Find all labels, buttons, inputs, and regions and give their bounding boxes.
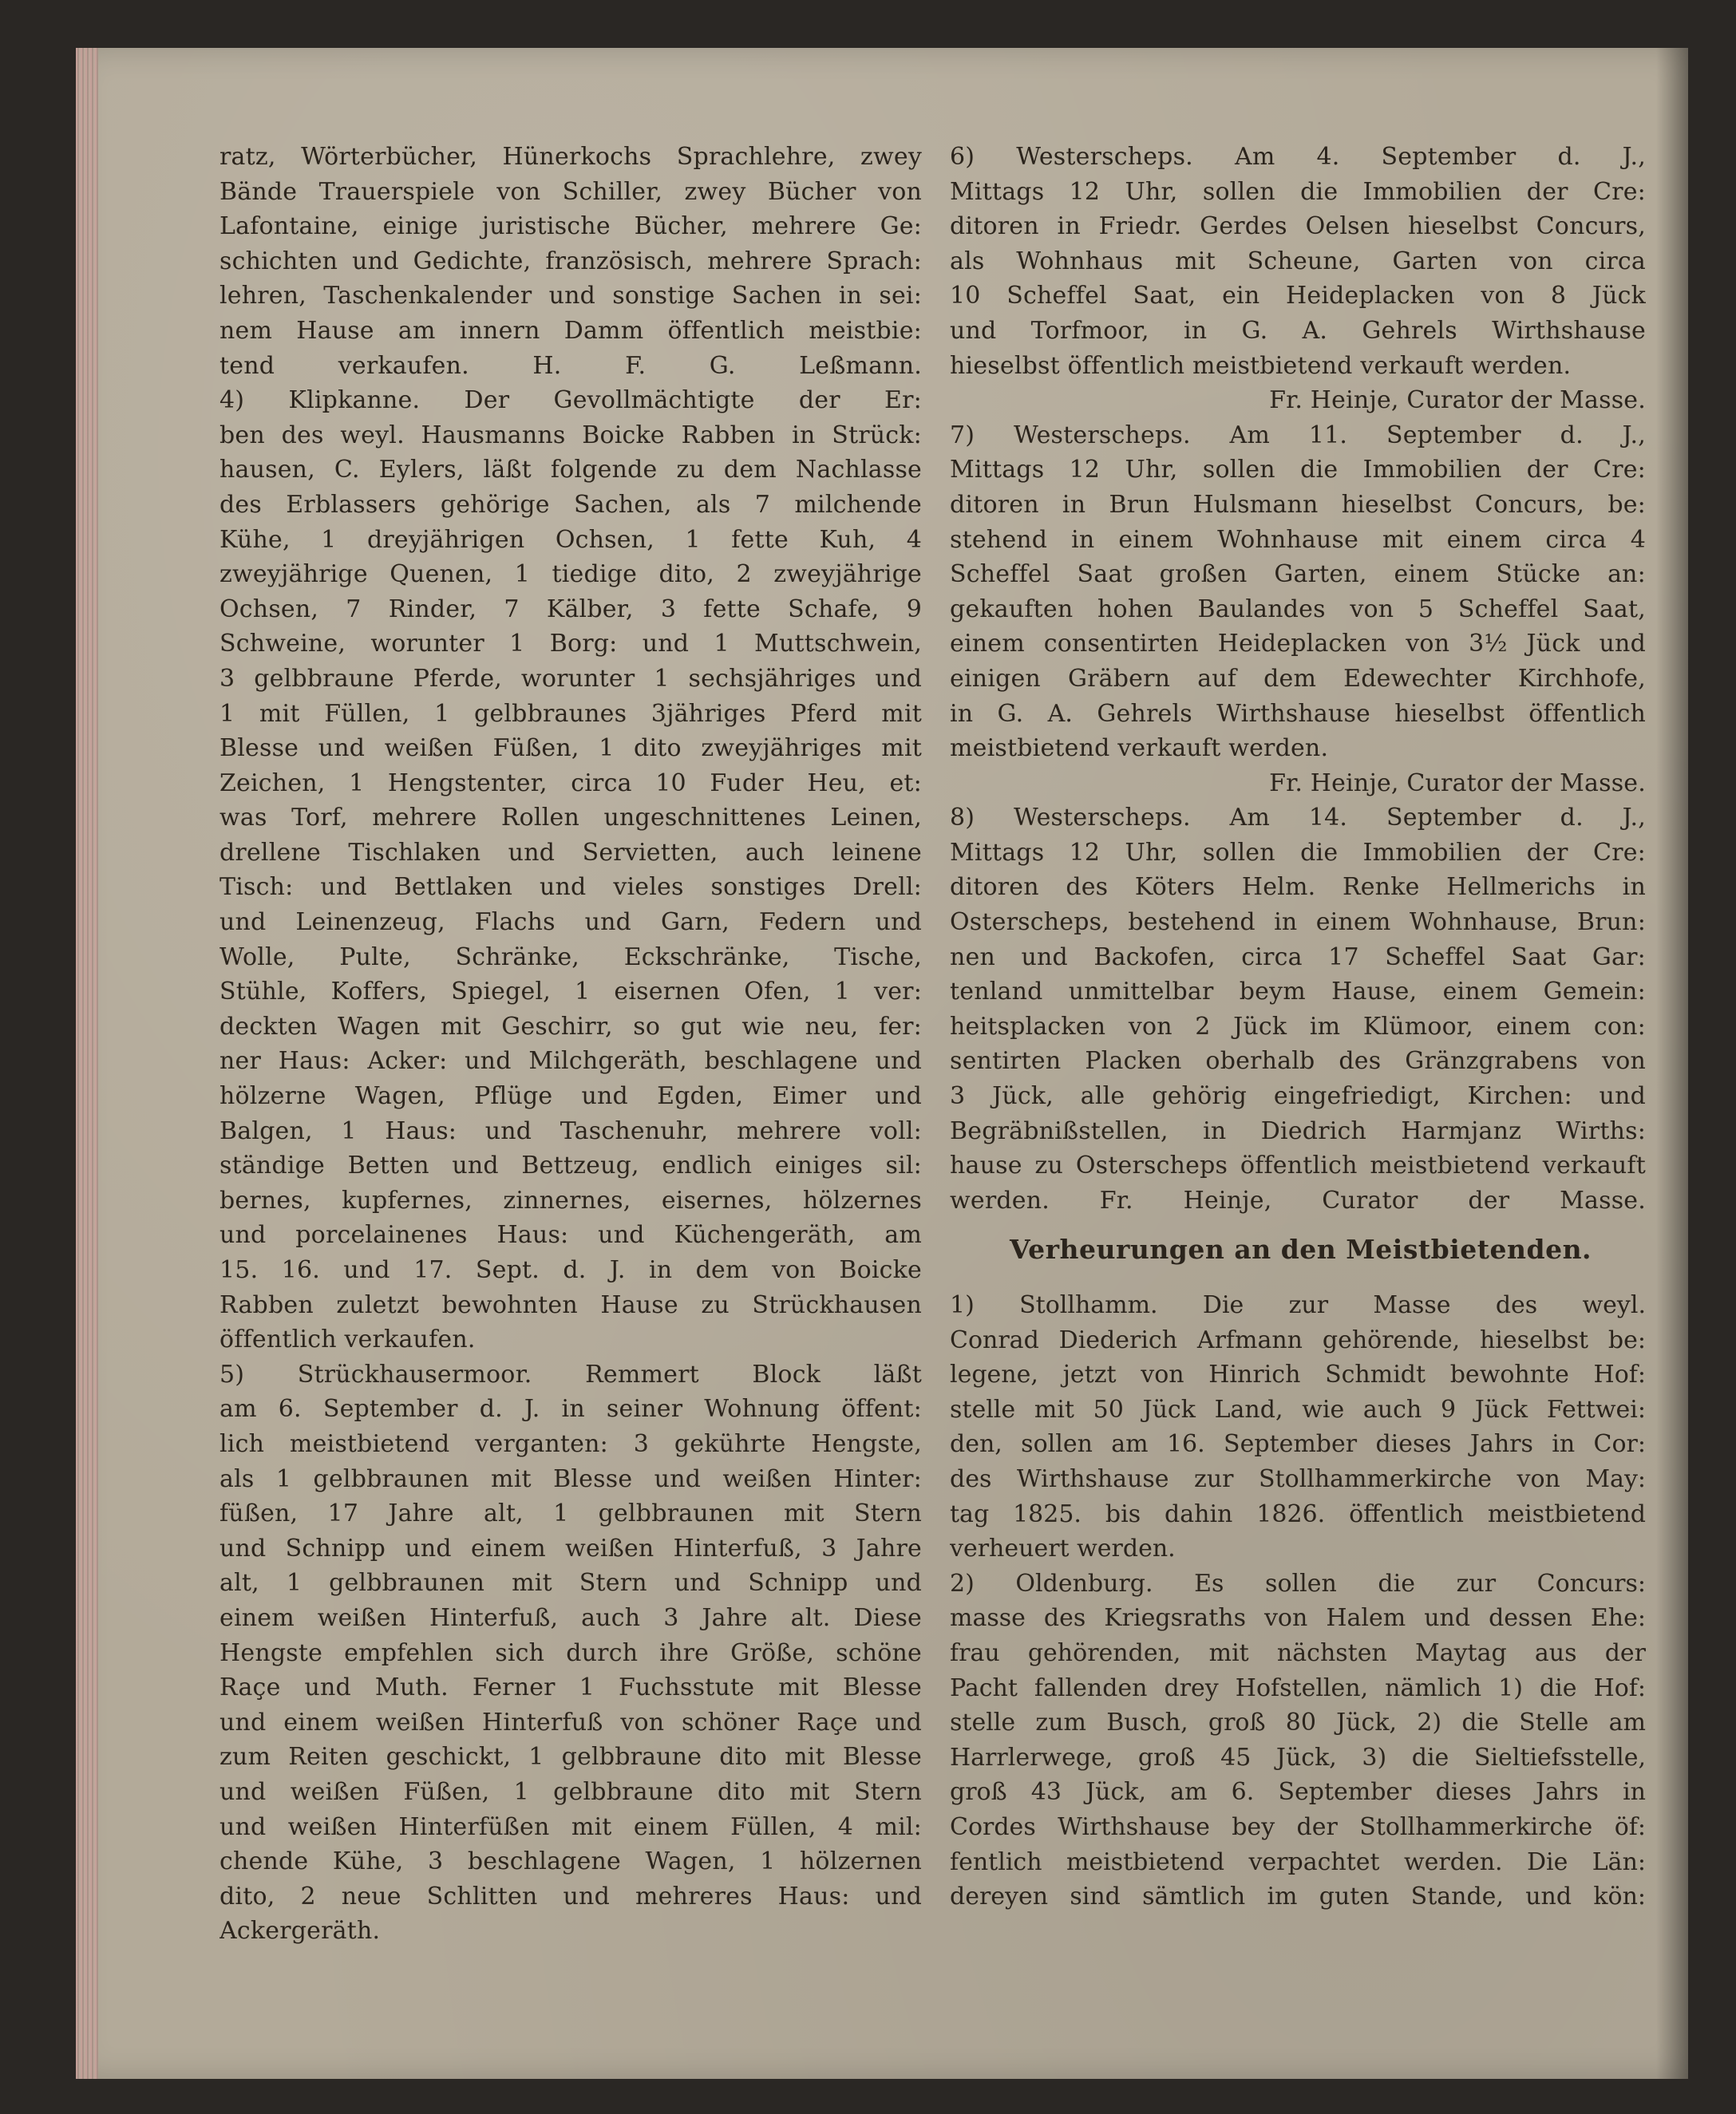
text-line: und weißen Füßen, 1 gelbbraune dito mit Stern <box>219 1777 922 1806</box>
text-line: dereyen sind sämtlich im guten Stande, und kön: <box>950 1883 1646 1911</box>
text-line: tenland unmittelbar beym Hause, einem Gemein: <box>950 978 1646 1006</box>
text-line: zweyjährige Quenen, 1 tiedige dito, 2 zweyjährige <box>219 560 922 589</box>
right-column-top <box>950 140 1646 1218</box>
text-line: Mittags 12 Uhr, sollen die Immobilien der Cre: <box>950 838 1646 867</box>
text-line: hölzerne Wagen, Pflüge und Egden, Eimer und <box>219 1082 922 1111</box>
page-edge-stack <box>76 48 98 2079</box>
text-line: hieselbst öffentlich meistbietend verkauft werden. <box>950 351 1572 380</box>
text-line: legene, jetzt von Hinrich Schmidt bewohnte Hof: <box>950 1361 1646 1389</box>
text-line: heitsplacken von 2 Jück im Klümoor, einem con: <box>950 1012 1646 1041</box>
text-line: Balgen, 1 Haus: und Taschenuhr, mehrere voll: <box>219 1116 922 1145</box>
text-line: Rabben zuletzt bewohnten Hause zu Strückhausen <box>219 1290 922 1319</box>
text-line: hausen, C. Eylers, läßt folgende zu dem Nachlasse <box>219 456 922 484</box>
text-line: 6) Westerscheps. Am 4. September d. J., <box>950 143 1646 171</box>
text-line: Osterscheps, bestehend in einem Wohnhause, Brun: <box>950 908 1646 937</box>
text-line: gekauften hohen Baulandes von 5 Scheffel Saat, <box>950 595 1646 623</box>
text-line: ben des weyl. Hausmanns Boicke Rabben in Strück: <box>219 421 922 449</box>
text-line: stelle mit 50 Jück Land, wie auch 9 Jück Fettwei: <box>950 1395 1646 1424</box>
text-line: lehren, Taschenkalender und sonstige Sachen in sei: <box>219 282 922 310</box>
text-line: bernes, kupfernes, zinnernes, eisernes, hölzernes <box>219 1186 922 1215</box>
text-line: einem consentirten Heideplacken von 3½ Jück und <box>950 630 1646 658</box>
text-line: 4) Klipkanne. Der Gevollmächtigte der Er: <box>219 386 922 415</box>
text-line: Mittags 12 Uhr, sollen die Immobilien der Cre: <box>950 456 1646 484</box>
text-line: 15. 16. und 17. Sept. d. J. in dem von Boicke <box>219 1256 922 1284</box>
text-line: Mittags 12 Uhr, sollen die Immobilien der Cre: <box>950 177 1646 206</box>
text-line: 1 mit Füllen, 1 gelbbraunes 3jähriges Pferd mit <box>219 699 922 728</box>
text-line: nen und Backofen, circa 17 Scheffel Saat Gar: <box>950 942 1646 971</box>
text-line: ständige Betten und Bettzeug, endlich einiges sil: <box>219 1152 922 1180</box>
text-line: Stühle, Koffers, Spiegel, 1 eisernen Ofen, 1 ver: <box>219 978 922 1006</box>
text-line: groß 43 Jück, am 6. September dieses Jahrs in <box>950 1778 1646 1807</box>
text-line: füßen, 17 Jahre alt, 1 gelbbraunen mit Stern <box>219 1500 922 1528</box>
text-line: lich meistbietend verganten: 3 gekührte Hengste, <box>219 1429 922 1458</box>
text-line: nem Hause am innern Damm öffentlich meistbie: <box>219 316 922 345</box>
text-line: fentlich meistbietend verpachtet werden. Die Län: <box>950 1847 1646 1876</box>
text-line: des Wirthshause zur Stollhammerkirche von May: <box>950 1464 1646 1493</box>
text-line: 7) Westerscheps. Am 11. September d. J., <box>950 421 1646 449</box>
text-line: und einem weißen Hinterfuß von schöner Raçe und <box>219 1708 922 1737</box>
text-line: in G. A. Gehrels Wirthshause hieselbst öffentlich <box>950 699 1646 728</box>
text-line: öffentlich verkaufen. <box>219 1326 476 1354</box>
text-line: als Wohnhaus mit Scheune, Garten von circa <box>950 247 1646 275</box>
text-line: Scheffel Saat großen Garten, einem Stücke an: <box>950 560 1646 589</box>
text-line: Tisch: und Bettlaken und vieles sonstiges Drell: <box>219 873 922 902</box>
text-line: Fr. Heinje, Curator der Masse. <box>1269 769 1646 797</box>
text-line: verheuert werden. <box>950 1535 1176 1563</box>
text-line: dito, 2 neue Schlitten und mehreres Haus: und <box>219 1882 922 1911</box>
text-line: schichten und Gedichte, französisch, mehrere Sprach: <box>219 247 922 275</box>
text-line: Kühe, 1 dreyjährigen Ochsen, 1 fette Kuh, 4 <box>219 525 922 554</box>
text-line: Pacht fallenden drey Hofstellen, nämlich 1) die Hof: <box>950 1673 1646 1702</box>
text-line: Begräbnißstellen, in Diedrich Harmjanz Wirths: <box>950 1116 1646 1145</box>
text-line: Conrad Diederich Arfmann gehörende, hieselbst be: <box>950 1326 1646 1354</box>
text-line: 1) Stollhamm. Die zur Masse des weyl. <box>950 1291 1646 1319</box>
text-line: Ochsen, 7 Rinder, 7 Kälber, 3 fette Schafe, 9 <box>219 595 922 623</box>
text-line: 3 Jück, alle gehörig eingefriedigt, Kirchen: und <box>950 1082 1646 1111</box>
text-line: Blesse und weißen Füßen, 1 dito zweyjähriges mit <box>219 734 922 763</box>
text-line: 8) Westerscheps. Am 14. September d. J., <box>950 804 1646 832</box>
text-line: Cordes Wirthshause bey der Stollhammerkirche öf: <box>950 1812 1646 1841</box>
text-line: masse des Kriegsraths von Halem und dessen Ehe: <box>950 1604 1646 1633</box>
text-line: 3 gelbbraune Pferde, worunter 1 sechsjähriges und <box>219 664 922 693</box>
text-line: einigen Gräbern auf dem Edewechter Kirchhofe, <box>950 664 1646 693</box>
text-line: Fr. Heinje, Curator der Masse. <box>1269 386 1646 415</box>
text-line: und porcelainenes Haus: und Küchengeräth, am <box>219 1221 922 1250</box>
text-line: Raçe und Muth. Ferner 1 Fuchsstute mit Blesse <box>219 1673 922 1702</box>
text-line: deckten Wagen mit Geschirr, so gut wie neu, fer: <box>219 1012 922 1041</box>
text-line: und weißen Hinterfüßen mit einem Füllen, 4 mil: <box>219 1812 922 1841</box>
text-line: werden. Fr. Heinje, Curator der Masse. <box>950 1186 1646 1215</box>
text-line: hause zu Osterscheps öffentlich meistbietend verkauft <box>950 1152 1646 1180</box>
text-line: tend verkaufen. H. F. G. Leßmann. <box>219 351 922 380</box>
text-line: und Torfmoor, in G. A. Gehrels Wirthshause <box>950 316 1646 345</box>
text-line: tag 1825. bis dahin 1826. öffentlich meistbietend <box>950 1500 1646 1528</box>
left-column <box>219 140 922 1949</box>
text-line: einem weißen Hinterfuß, auch 3 Jahre alt. Diese <box>219 1603 922 1632</box>
text-line: zum Reiten geschickt, 1 gelbbraune dito mit Blesse <box>219 1743 922 1772</box>
text-line: stelle zum Busch, groß 80 Jück, 2) die Stelle am <box>950 1709 1646 1737</box>
text-line: ner Haus: Acker: und Milchgeräth, beschlagene und <box>219 1047 922 1076</box>
text-line: meistbietend verkauft werden. <box>950 734 1329 763</box>
text-line: stehend in einem Wohnhause mit einem circa 4 <box>950 525 1646 554</box>
text-line: als 1 gelbbraunen mit Blesse und weißen Hinter: <box>219 1464 922 1493</box>
text-line: des Erblassers gehörige Sachen, als 7 milchende <box>219 490 922 519</box>
text-line: chende Kühe, 3 beschlagene Wagen, 1 hölzernen <box>219 1847 922 1876</box>
section-heading: Verheurungen an den Meistbietenden. <box>1010 1234 1592 1265</box>
text-line: was Torf, mehrere Rollen ungeschnittenes Leinen, <box>219 804 922 832</box>
text-line: drellene Tischlaken und Servietten, auch leinene <box>219 838 922 867</box>
text-line: frau gehörenden, mit nächsten Maytag aus der <box>950 1638 1646 1667</box>
text-line: Ackergeräth. <box>219 1917 381 1946</box>
text-line: und Schnipp und einem weißen Hinterfuß, 3 Jahre <box>219 1534 922 1563</box>
text-line: Harrlerwege, groß 45 Jück, 3) die Sieltiefsstelle, <box>950 1743 1646 1772</box>
text-line: Zeichen, 1 Hengstenter, circa 10 Fuder Heu, et: <box>219 769 922 797</box>
text-line: den, sollen am 16. September dieses Jahrs in Cor: <box>950 1430 1646 1459</box>
text-line: am 6. September d. J. in seiner Wohnung öffent: <box>219 1395 922 1424</box>
text-line: alt, 1 gelbbraunen mit Stern und Schnipp und <box>219 1569 922 1598</box>
text-line: Bände Trauerspiele von Schiller, zwey Bücher von <box>219 177 922 206</box>
right-column-bottom <box>950 1288 1646 1914</box>
text-line: sentirten Placken oberhalb des Gränzgrabens von <box>950 1047 1646 1076</box>
text-line: ratz, Wörterbücher, Hünerkochs Sprachlehre, zwey <box>219 143 922 171</box>
text-line: und Leinenzeug, Flachs und Garn, Federn und <box>219 908 922 937</box>
text-line: Wolle, Pulte, Schränke, Eckschränke, Tische, <box>219 942 922 971</box>
text-line: 5) Strückhausermoor. Remmert Block läßt <box>219 1360 922 1389</box>
text-line: Lafontaine, einige juristische Bücher, mehrere Ge: <box>219 212 922 241</box>
text-line: Schweine, worunter 1 Borg: und 1 Muttschwein, <box>219 630 922 658</box>
text-line: ditoren des Köters Helm. Renke Hellmerichs in <box>950 873 1646 902</box>
text-line: ditoren in Brun Hulsmann hieselbst Concurs, be: <box>950 490 1646 519</box>
text-line: 2) Oldenburg. Es sollen die zur Concurs: <box>950 1569 1646 1598</box>
gutter-shadow <box>1656 48 1688 2079</box>
text-line: 10 Scheffel Saat, ein Heideplacken von 8 Jück <box>950 282 1646 310</box>
text-line: ditoren in Friedr. Gerdes Oelsen hieselbst Concurs, <box>950 212 1646 241</box>
text-line: Hengste empfehlen sich durch ihre Größe, schöne <box>219 1638 922 1667</box>
